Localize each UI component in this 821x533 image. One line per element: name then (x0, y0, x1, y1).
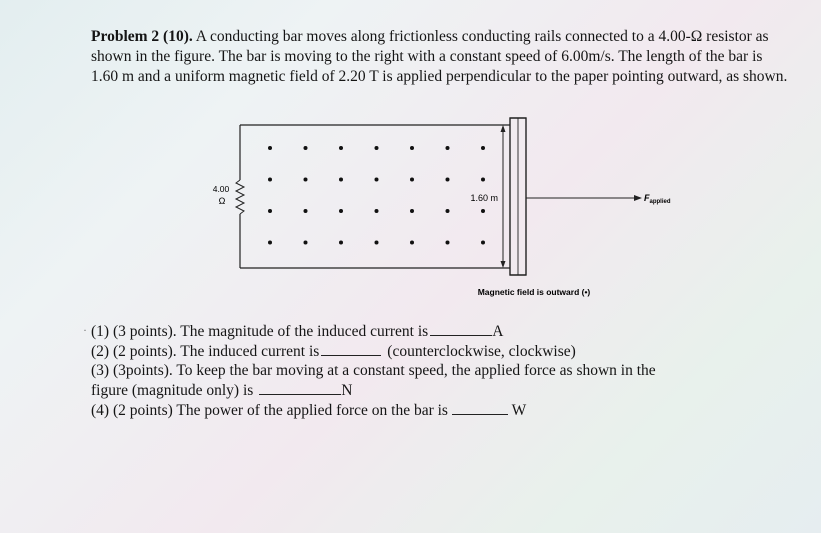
question-4 (91, 400, 791, 420)
problem-statement (91, 27, 791, 87)
bullet-dot-icon: · (83, 323, 87, 337)
question-text: (2 points) The power of the applied force on the bar is (112, 402, 448, 419)
field-dot (268, 241, 272, 245)
question-2 (91, 341, 791, 361)
field-dot (304, 209, 308, 213)
field-dot (304, 241, 308, 245)
resistor-unit-label: Ω (218, 196, 226, 206)
question-number: (3) (91, 362, 110, 379)
field-dot (446, 146, 450, 150)
field-dot (268, 178, 272, 182)
answer-unit: N (341, 382, 353, 399)
field-dot (481, 178, 485, 182)
question-number: (4) (91, 402, 110, 419)
force-label-main: F (644, 193, 650, 203)
answer-blank-2[interactable] (321, 341, 381, 356)
field-dot (481, 209, 485, 213)
field-dot (375, 209, 379, 213)
circuit-figure (200, 110, 671, 300)
answer-blank-1[interactable] (430, 321, 492, 336)
question-number: (1) (91, 323, 110, 340)
field-dot (410, 241, 414, 245)
problem-text: A conducting bar moves along frictionless conducting rails connected to a 4.00-Ω resistor as shown in the figure. The bar is moving to the right with a constant speed of 6.00m/s. The length of the bar is 1.60 m and a uniform magnetic field of 2.20 T is applied perpendicular to the paper pointing outward, as shown. (91, 28, 788, 85)
question-text: (3points). To keep the bar moving at a constant speed, the applied force as shown in the (112, 362, 656, 379)
field-dot (304, 146, 308, 150)
answer-unit: A (492, 323, 504, 340)
length-arrow-top (501, 125, 506, 132)
field-dot (481, 146, 485, 150)
figure-caption: Magnetic field is outward (•) (477, 287, 591, 297)
field-dot (410, 146, 414, 150)
question-3-continued (91, 380, 791, 400)
question-text: figure (magnitude only) is (91, 382, 254, 399)
question-text: (2 points). The induced current is (112, 343, 320, 360)
field-dot (268, 146, 272, 150)
field-dot (375, 146, 379, 150)
answer-blank-4[interactable] (452, 400, 508, 415)
answer-blank-3[interactable] (259, 380, 341, 395)
field-dot (304, 178, 308, 182)
field-dot (339, 178, 343, 182)
bar-length-label: 1.60 m (470, 193, 498, 203)
question-list (83, 321, 791, 420)
field-dot (446, 209, 450, 213)
field-dot (339, 146, 343, 150)
magnetic-field-dots (268, 146, 485, 245)
resistor-value-label: 4.00 (212, 184, 230, 194)
question-number: (2) (91, 343, 110, 360)
field-dot (410, 178, 414, 182)
field-dot (410, 209, 414, 213)
resistor-symbol (236, 180, 244, 214)
force-arrowhead (634, 195, 642, 201)
force-label (644, 193, 671, 205)
length-arrow-bottom (501, 261, 506, 268)
question-text: (3 points). The magnitude of the induced current is (112, 323, 429, 340)
field-dot (446, 241, 450, 245)
answer-unit: W (511, 402, 527, 419)
field-dot (268, 209, 272, 213)
question-1 (83, 321, 791, 341)
field-dot (375, 241, 379, 245)
field-dot (339, 209, 343, 213)
field-dot (375, 178, 379, 182)
field-dot (446, 178, 450, 182)
question-3 (91, 361, 791, 380)
answer-options: (counterclockwise, clockwise) (387, 343, 576, 360)
field-dot (481, 241, 485, 245)
force-label-subscript: applied (649, 199, 671, 205)
problem-heading: Problem 2 (10). (91, 28, 193, 45)
field-dot (339, 241, 343, 245)
